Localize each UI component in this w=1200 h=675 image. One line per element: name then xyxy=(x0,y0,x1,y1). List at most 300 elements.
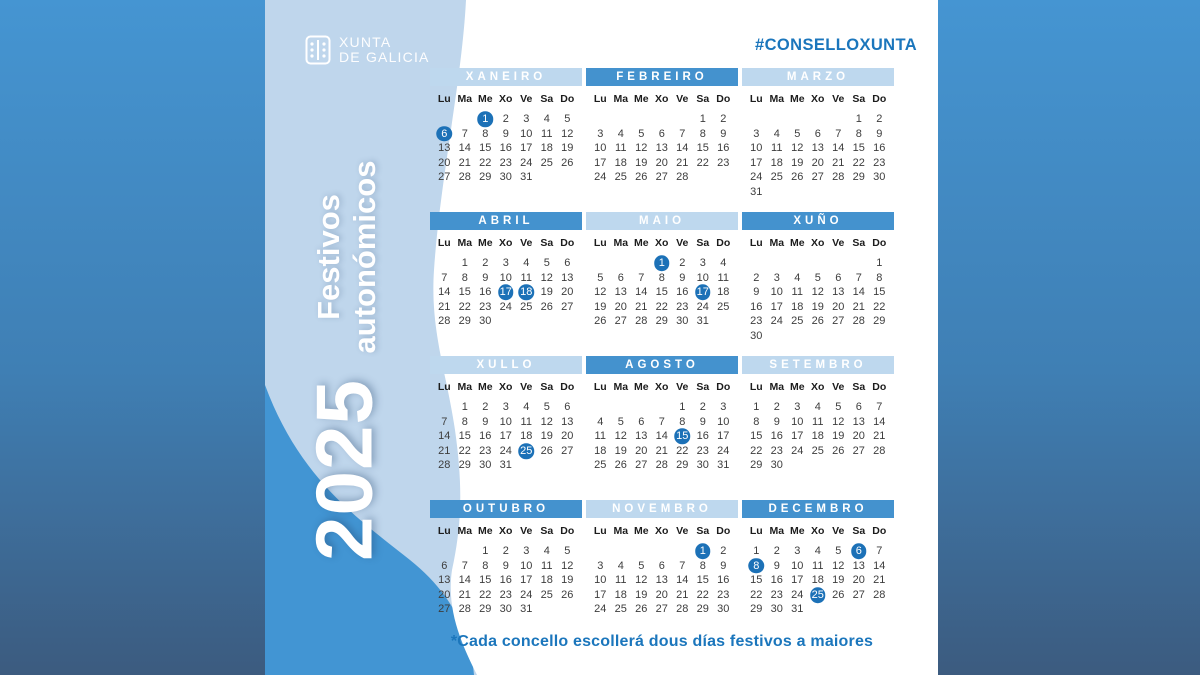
weekday-label: Ve xyxy=(520,237,533,249)
month-title: FEBREIRO xyxy=(586,68,738,86)
weekday-label: Me xyxy=(789,381,805,393)
empty-cell xyxy=(746,112,767,127)
weekday-label: Lu xyxy=(593,237,607,249)
day-cell: 19 xyxy=(561,142,574,155)
day-cell: 4 xyxy=(814,401,821,413)
day-cell: 27 xyxy=(438,171,451,184)
weekday-label: Xo xyxy=(655,525,669,537)
day-cell: 28 xyxy=(873,444,886,457)
day-cell: 19 xyxy=(540,286,553,299)
day-cell: 29 xyxy=(676,459,689,472)
weekday-label: Ve xyxy=(676,237,689,249)
day-cell: 29 xyxy=(696,603,709,616)
day-cell: 6 xyxy=(814,127,821,140)
day-cell: 12 xyxy=(635,574,648,587)
weekday-label: Do xyxy=(872,93,887,105)
day-cell: 30 xyxy=(770,459,783,472)
empty-cell xyxy=(808,256,829,271)
day-grid xyxy=(590,112,738,185)
poster-title xyxy=(307,142,387,372)
day-grid xyxy=(434,112,582,185)
day-cell: 20 xyxy=(614,300,627,313)
day-cell: 31 xyxy=(696,315,709,328)
day-cell: 18 xyxy=(770,156,783,169)
day-cell: 20 xyxy=(561,286,574,299)
day-cell: 10 xyxy=(750,142,763,155)
month-title: MAIO xyxy=(586,212,738,230)
weekday-label: Do xyxy=(560,525,575,537)
day-cell: 10 xyxy=(520,559,533,572)
day-cell: 24 xyxy=(594,603,607,616)
day-cell: 24 xyxy=(770,315,783,328)
weekday-label: Ve xyxy=(832,381,845,393)
day-cell: 29 xyxy=(479,603,492,616)
day-cell: 22 xyxy=(873,300,886,313)
weekday-label: Xo xyxy=(499,381,513,393)
day-grid xyxy=(434,544,582,617)
day-cell: 13 xyxy=(561,415,574,428)
month-decembro xyxy=(742,500,894,644)
day-cell: 25 xyxy=(614,603,627,616)
day-cell: 19 xyxy=(791,156,804,169)
month-title: NOVEMBRO xyxy=(586,500,738,518)
day-cell: 8 xyxy=(699,127,706,140)
day-cell: 5 xyxy=(564,113,571,125)
day-cell: 24 xyxy=(750,171,763,184)
day-cell: 11 xyxy=(520,415,532,428)
day-cell: 27 xyxy=(438,603,451,616)
day-cell: 2 xyxy=(482,401,489,413)
day-cell: 4 xyxy=(597,415,604,428)
month-title: MARZO xyxy=(742,68,894,86)
day-cell: 29 xyxy=(458,459,471,472)
day-cell: 3 xyxy=(597,127,604,140)
day-cell: 11 xyxy=(812,415,824,428)
day-cell: 25 xyxy=(594,459,607,472)
day-cell: 1 xyxy=(482,545,489,557)
day-cell: 16 xyxy=(479,286,492,299)
day-cell: 26 xyxy=(832,444,845,457)
weekday-label: Ma xyxy=(457,93,473,105)
day-cell: 27 xyxy=(635,459,648,472)
day-cell: 10 xyxy=(594,142,607,155)
weekday-label: Ma xyxy=(613,93,629,105)
weekday-label: Ma xyxy=(613,381,629,393)
day-cell: 25 xyxy=(614,171,627,184)
day-cell: 12 xyxy=(594,286,607,299)
empty-cell xyxy=(434,256,455,271)
day-cell: 13 xyxy=(852,415,865,428)
holiday-day-cell: 15 xyxy=(672,429,693,444)
weekday-label: Xo xyxy=(655,93,669,105)
empty-cell xyxy=(590,256,611,271)
weekday-label: Ma xyxy=(613,237,629,249)
day-cell: 12 xyxy=(791,142,804,155)
day-cell: 5 xyxy=(638,559,645,572)
weekday-header-row xyxy=(746,237,894,249)
weekday-label: Xo xyxy=(811,93,825,105)
weekday-label: Ma xyxy=(457,237,473,249)
day-grid xyxy=(746,256,894,344)
day-cell: 2 xyxy=(773,545,780,557)
day-cell: 28 xyxy=(458,603,471,616)
weekday-label: Do xyxy=(872,237,887,249)
weekday-header-row xyxy=(434,93,582,105)
day-cell: 14 xyxy=(676,574,689,587)
holiday-day-cell: 18 xyxy=(516,285,537,300)
day-cell: 7 xyxy=(441,415,448,428)
day-cell: 22 xyxy=(696,588,709,601)
weekday-label: Do xyxy=(872,525,887,537)
day-cell: 16 xyxy=(717,142,730,155)
weekday-label: Lu xyxy=(593,525,607,537)
day-cell: 2 xyxy=(699,401,706,413)
day-cell: 18 xyxy=(811,574,824,587)
day-cell: 10 xyxy=(717,415,730,428)
empty-cell xyxy=(455,544,476,559)
day-cell: 11 xyxy=(812,559,824,572)
empty-cell xyxy=(455,112,476,127)
month-maio xyxy=(586,212,738,356)
day-cell: 18 xyxy=(540,574,553,587)
weekday-label: Me xyxy=(633,93,649,105)
day-cell: 24 xyxy=(520,156,533,169)
day-cell: 22 xyxy=(696,156,709,169)
day-cell: 23 xyxy=(717,588,730,601)
empty-cell xyxy=(631,400,652,415)
day-cell: 9 xyxy=(679,271,686,284)
day-cell: 14 xyxy=(438,286,451,299)
day-cell: 4 xyxy=(720,257,727,269)
weekday-label: Ve xyxy=(520,93,533,105)
month-title: XULLO xyxy=(430,356,582,374)
day-cell: 4 xyxy=(773,127,780,140)
day-cell: 2 xyxy=(679,257,686,269)
day-cell: 21 xyxy=(676,588,689,601)
day-cell: 1 xyxy=(876,257,883,269)
day-cell: 16 xyxy=(499,142,512,155)
day-cell: 8 xyxy=(461,415,468,428)
day-cell: 24 xyxy=(717,444,730,457)
weekday-label: Lu xyxy=(437,525,451,537)
day-cell: 5 xyxy=(597,271,604,284)
day-cell: 19 xyxy=(832,430,845,443)
day-cell: 21 xyxy=(438,444,451,457)
day-cell: 24 xyxy=(499,300,512,313)
month-title: SETEMBRO xyxy=(742,356,894,374)
day-cell: 26 xyxy=(540,300,553,313)
day-cell: 19 xyxy=(635,156,648,169)
day-cell: 20 xyxy=(655,588,668,601)
weekday-header-row xyxy=(590,525,738,537)
day-cell: 17 xyxy=(499,430,512,443)
empty-cell xyxy=(672,544,693,559)
poster-year: 2025 xyxy=(299,379,389,561)
day-cell: 20 xyxy=(852,574,865,587)
weekday-label: Ma xyxy=(769,93,785,105)
day-cell: 26 xyxy=(791,171,804,184)
day-cell: 17 xyxy=(791,574,804,587)
day-cell: 23 xyxy=(717,156,730,169)
day-cell: 27 xyxy=(811,171,824,184)
month-agosto xyxy=(586,356,738,500)
day-cell: 14 xyxy=(676,142,689,155)
day-cell: 10 xyxy=(594,574,607,587)
weekday-label: Ma xyxy=(457,381,473,393)
day-cell: 9 xyxy=(699,415,706,428)
day-cell: 5 xyxy=(794,127,801,140)
day-cell: 25 xyxy=(540,588,553,601)
day-cell: 8 xyxy=(482,127,489,140)
day-cell: 27 xyxy=(561,300,574,313)
holiday-day-cell: 25 xyxy=(808,588,829,603)
day-cell: 17 xyxy=(594,156,607,169)
day-cell: 22 xyxy=(479,588,492,601)
empty-cell xyxy=(828,256,849,271)
weekday-label: Me xyxy=(477,381,493,393)
weekday-label: Sa xyxy=(696,93,710,105)
day-cell: 28 xyxy=(438,459,451,472)
empty-cell xyxy=(767,256,788,271)
day-cell: 9 xyxy=(753,286,760,299)
day-cell: 23 xyxy=(479,300,492,313)
weekday-label: Do xyxy=(716,237,731,249)
empty-cell xyxy=(434,112,455,127)
weekday-label: Sa xyxy=(696,381,710,393)
month-xuo xyxy=(742,212,894,356)
day-cell: 20 xyxy=(832,300,845,313)
day-cell: 22 xyxy=(852,156,865,169)
day-cell: 15 xyxy=(750,430,763,443)
weekday-label: Sa xyxy=(540,381,554,393)
day-cell: 1 xyxy=(753,401,760,413)
day-cell: 24 xyxy=(696,300,709,313)
empty-cell xyxy=(590,400,611,415)
day-cell: 13 xyxy=(614,286,627,299)
empty-cell xyxy=(590,112,611,127)
weekday-label: Ve xyxy=(832,237,845,249)
weekday-label: Sa xyxy=(540,93,554,105)
day-cell: 23 xyxy=(676,300,689,313)
day-cell: 28 xyxy=(635,315,648,328)
day-cell: 22 xyxy=(458,300,471,313)
day-cell: 3 xyxy=(523,545,530,557)
day-cell: 18 xyxy=(540,142,553,155)
day-cell: 10 xyxy=(770,286,783,299)
weekday-label: Xo xyxy=(499,237,513,249)
day-cell: 29 xyxy=(479,171,492,184)
day-cell: 23 xyxy=(479,444,492,457)
day-cell: 28 xyxy=(458,171,471,184)
weekday-label: Lu xyxy=(749,237,763,249)
weekday-label: Do xyxy=(716,381,731,393)
day-cell: 30 xyxy=(479,315,492,328)
month-title: AGOSTO xyxy=(586,356,738,374)
day-cell: 31 xyxy=(717,459,730,472)
day-cell: 6 xyxy=(658,127,665,140)
month-abril xyxy=(430,212,582,356)
day-cell: 12 xyxy=(561,127,574,140)
day-cell: 24 xyxy=(594,171,607,184)
day-cell: 8 xyxy=(658,271,665,284)
day-cell: 13 xyxy=(655,574,668,587)
day-cell: 7 xyxy=(638,271,645,284)
day-cell: 12 xyxy=(540,415,553,428)
day-cell: 3 xyxy=(794,401,801,413)
day-cell: 7 xyxy=(679,559,686,572)
day-cell: 10 xyxy=(499,415,512,428)
day-cell: 21 xyxy=(873,574,886,587)
day-cell: 19 xyxy=(594,300,607,313)
day-cell: 6 xyxy=(638,415,645,428)
day-cell: 6 xyxy=(835,271,842,284)
day-cell: 4 xyxy=(814,545,821,557)
empty-cell xyxy=(787,112,808,127)
day-cell: 27 xyxy=(852,444,865,457)
day-cell: 23 xyxy=(750,315,763,328)
day-cell: 27 xyxy=(655,171,668,184)
weekday-label: Sa xyxy=(852,381,866,393)
day-cell: 9 xyxy=(502,559,509,572)
weekday-label: Xo xyxy=(499,525,513,537)
day-cell: 17 xyxy=(770,300,783,313)
day-cell: 3 xyxy=(720,401,727,413)
day-cell: 31 xyxy=(750,185,763,198)
day-cell: 8 xyxy=(876,271,883,284)
day-cell: 4 xyxy=(794,271,801,284)
day-cell: 20 xyxy=(438,588,451,601)
day-cell: 22 xyxy=(655,300,668,313)
day-cell: 5 xyxy=(564,545,571,557)
day-cell: 20 xyxy=(811,156,824,169)
day-cell: 14 xyxy=(832,142,845,155)
day-cell: 9 xyxy=(720,127,727,140)
day-cell: 1 xyxy=(855,113,862,125)
day-grid xyxy=(746,112,894,200)
day-cell: 15 xyxy=(479,142,492,155)
empty-cell xyxy=(631,544,652,559)
day-cell: 14 xyxy=(655,430,668,443)
day-cell: 22 xyxy=(676,444,689,457)
day-cell: 30 xyxy=(717,603,730,616)
day-cell: 18 xyxy=(811,430,824,443)
day-cell: 6 xyxy=(658,559,665,572)
day-cell: 18 xyxy=(594,444,607,457)
day-cell: 15 xyxy=(458,430,471,443)
weekday-label: Ve xyxy=(676,93,689,105)
empty-cell xyxy=(787,256,808,271)
day-cell: 21 xyxy=(635,300,648,313)
day-cell: 4 xyxy=(617,559,624,572)
day-cell: 1 xyxy=(461,257,468,269)
day-cell: 13 xyxy=(852,559,865,572)
empty-cell xyxy=(849,256,870,271)
day-cell: 20 xyxy=(655,156,668,169)
weekday-label: Sa xyxy=(852,525,866,537)
weekday-header-row xyxy=(590,381,738,393)
weekday-label: Ma xyxy=(769,237,785,249)
day-cell: 16 xyxy=(873,142,886,155)
xunta-crest-icon xyxy=(305,35,331,65)
weekday-label: Sa xyxy=(540,237,554,249)
day-cell: 9 xyxy=(482,271,489,284)
day-cell: 26 xyxy=(540,444,553,457)
day-cell: 28 xyxy=(873,588,886,601)
day-grid xyxy=(746,544,894,617)
empty-cell xyxy=(652,112,673,127)
weekday-label: Lu xyxy=(593,93,607,105)
poster-title-line-2: autonómicos xyxy=(347,160,382,354)
weekday-label: Xo xyxy=(655,381,669,393)
xunta-de-galicia-logo xyxy=(305,35,430,65)
day-cell: 15 xyxy=(852,142,865,155)
empty-cell xyxy=(611,256,632,271)
day-grid xyxy=(434,400,582,473)
empty-cell xyxy=(631,256,652,271)
day-cell: 10 xyxy=(791,559,804,572)
day-cell: 22 xyxy=(479,156,492,169)
day-cell: 20 xyxy=(852,430,865,443)
day-cell: 2 xyxy=(502,545,509,557)
day-cell: 2 xyxy=(753,271,760,284)
day-cell: 26 xyxy=(561,588,574,601)
weekday-label: Ve xyxy=(676,381,689,393)
day-cell: 26 xyxy=(832,588,845,601)
day-cell: 23 xyxy=(770,444,783,457)
day-cell: 28 xyxy=(438,315,451,328)
holiday-day-cell: 1 xyxy=(475,112,496,127)
day-cell: 9 xyxy=(482,415,489,428)
day-cell: 12 xyxy=(811,286,824,299)
month-outubro xyxy=(430,500,582,644)
day-cell: 31 xyxy=(791,603,804,616)
day-cell: 11 xyxy=(541,127,553,140)
holiday-day-cell: 17 xyxy=(693,285,714,300)
day-cell: 10 xyxy=(520,127,533,140)
day-cell: 19 xyxy=(614,444,627,457)
day-cell: 29 xyxy=(873,315,886,328)
day-cell: 30 xyxy=(873,171,886,184)
day-cell: 3 xyxy=(753,127,760,140)
day-cell: 12 xyxy=(614,430,627,443)
day-cell: 24 xyxy=(520,588,533,601)
day-cell: 31 xyxy=(520,171,533,184)
day-cell: 6 xyxy=(564,257,571,269)
day-cell: 5 xyxy=(835,401,842,413)
day-cell: 6 xyxy=(855,401,862,413)
weekday-label: Do xyxy=(716,525,731,537)
day-cell: 13 xyxy=(655,142,668,155)
weekday-label: Ve xyxy=(676,525,689,537)
day-cell: 9 xyxy=(876,127,883,140)
day-cell: 30 xyxy=(770,603,783,616)
day-grid xyxy=(590,256,738,329)
day-cell: 11 xyxy=(717,271,729,284)
weekday-label: Xo xyxy=(811,381,825,393)
weekday-header-row xyxy=(590,237,738,249)
day-cell: 18 xyxy=(520,430,533,443)
day-cell: 15 xyxy=(479,574,492,587)
day-cell: 7 xyxy=(876,545,883,557)
day-cell: 23 xyxy=(873,156,886,169)
day-cell: 17 xyxy=(750,156,763,169)
weekday-label: Lu xyxy=(749,525,763,537)
day-cell: 11 xyxy=(541,559,553,572)
day-cell: 5 xyxy=(835,545,842,557)
weekday-label: Ve xyxy=(832,525,845,537)
day-cell: 26 xyxy=(561,156,574,169)
day-cell: 27 xyxy=(852,588,865,601)
